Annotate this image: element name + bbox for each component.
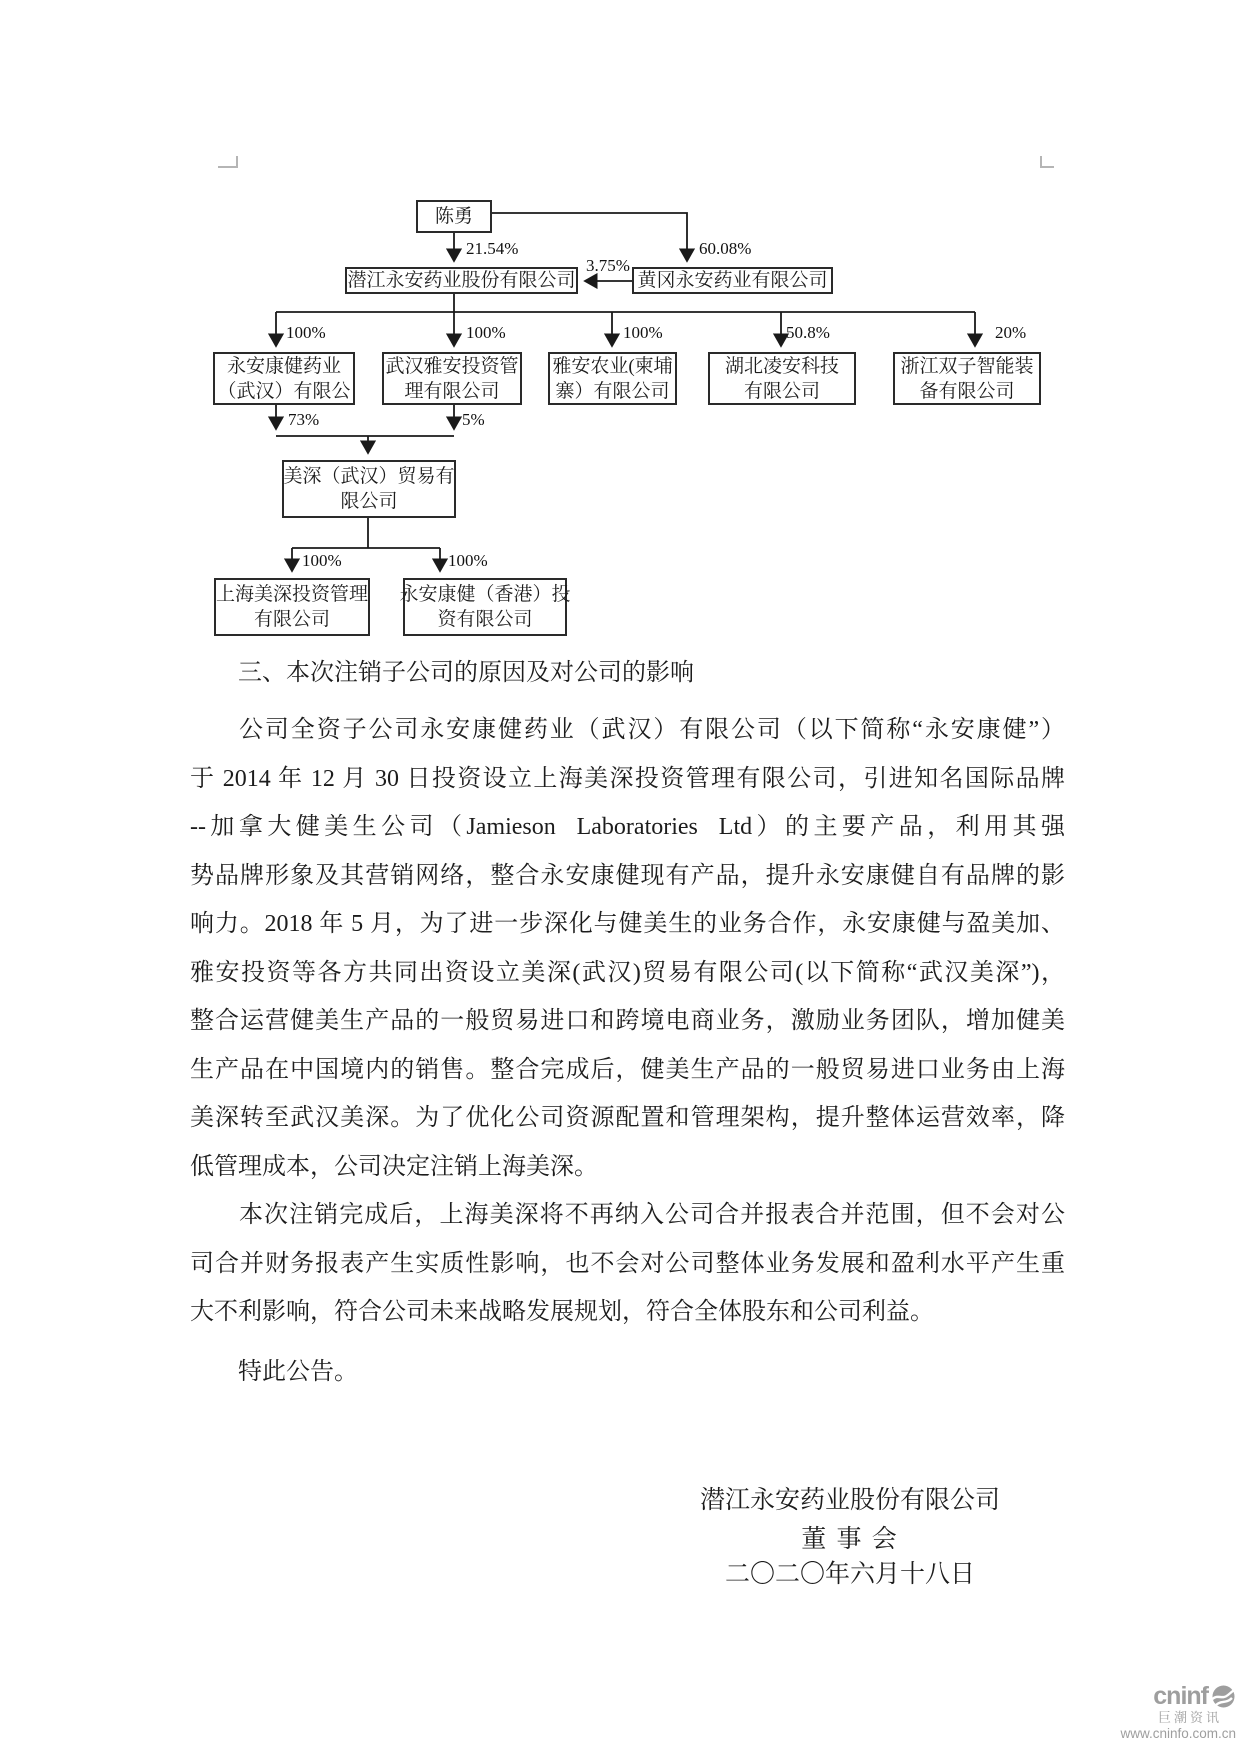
org-node-label: 浙江双子智能装 <box>900 355 1034 377</box>
org-node-label: 武汉雅安投资管 <box>385 355 519 377</box>
body-line: 司合并财务报表产生实质性影响，也不会对公司整体业务发展和盈利水平产生重 <box>190 1250 1065 1277</box>
body-line: 本次注销完成后，上海美深将不再纳入公司合并报表合并范围，但不会对公 <box>239 1202 1065 1228</box>
ownership-label-chen-qianjiang: 21.54% <box>466 239 519 258</box>
org-node-label: 备有限公司 <box>919 380 1015 402</box>
org-node-hubei-lingan-tech <box>708 352 856 405</box>
org-node-label: 黄冈永安药业有限公司 <box>637 270 828 291</box>
ownership-label-sub3: 100% <box>623 323 663 342</box>
org-node-shanghai-meishen <box>214 578 370 636</box>
org-node-label: （武汉）有限公 <box>217 380 351 402</box>
ownership-label-whya-meishen: 5% <box>462 410 485 429</box>
body-line: 公司全资子公司永安康健药业（武汉）有限公司（以下简称“永安康健”） <box>239 717 1065 743</box>
org-node-label: 限公司 <box>340 491 398 512</box>
org-node-label: 陈勇 <box>434 206 473 227</box>
cninfo-logo-icon <box>1211 1684 1236 1709</box>
org-node-label: 潜江永安药业股份有限公司 <box>347 270 576 291</box>
org-node-label: 有限公司 <box>253 609 330 630</box>
org-node-yongan-kangjian-hongkong <box>399 578 571 636</box>
org-node-qianjiang-yongan <box>345 267 578 294</box>
body-line: 雅安投资等各方共同出资设立美深(武汉)贸易有限公司(以下简称“武汉美深”)， <box>190 959 1065 986</box>
body-line: 生产品在中国境内的销售。整合完成后，健美生产品的一般贸易进口业务由上海 <box>190 1056 1065 1083</box>
body-text <box>190 706 1065 1337</box>
ownership-label-chen-huanggang: 60.08% <box>699 239 752 258</box>
org-node-label: 湖北凌安科技 <box>724 355 839 377</box>
body-line: 整合运营健美生产品的一般贸易进口和跨境电商业务，激励业务团队，增加健美 <box>190 1008 1065 1034</box>
org-node-label: 资有限公司 <box>437 609 533 630</box>
org-node-label: 理有限公司 <box>404 380 500 402</box>
org-node-label: 有限公司 <box>743 380 820 402</box>
ownership-label-yakj-meishen: 73% <box>288 410 320 429</box>
body-line: 于 2014 年 12 月 30 日投资设立上海美深投资管理有限公司，引进知名国际品牌 <box>190 765 1065 792</box>
closing-statement: 特此公告。 <box>238 1359 358 1385</box>
cninfo-logo-url: www.cninfo.com.cn <box>1120 1726 1236 1741</box>
ownership-label-sub1: 100% <box>286 323 326 342</box>
ownership-label-sub5: 20% <box>995 323 1027 342</box>
signature-board: 董 事 会 <box>801 1526 899 1553</box>
ownership-label-huanggang-qianjiang: 3.75% <box>586 256 630 275</box>
body-line: 美深转至武汉美深。为了优化公司资源配置和管理架构，提升整体运营效率，降 <box>190 1105 1065 1131</box>
signature-block <box>690 1486 1010 1590</box>
org-connector-lines <box>0 0 1240 660</box>
org-node-yaan-agriculture-cambodia <box>548 352 677 405</box>
org-node-wuhan-yaan-invest <box>382 352 522 405</box>
signature-date: 二〇二〇年六月十八日 <box>724 1561 975 1588</box>
body-line: --加拿大健美生公司（Jamieson Laboratories Ltd）的主要产品，利用其强 <box>190 814 1065 840</box>
ownership-label-sub2: 100% <box>466 323 506 342</box>
signature-company: 潜江永安药业股份有限公司 <box>699 1487 1000 1514</box>
ownership-label-ms-shms: 100% <box>302 551 342 570</box>
org-node-label: 雅安农业(柬埔 <box>552 355 673 377</box>
cninfo-logo-text: cninf <box>1153 1682 1208 1710</box>
equity-structure-diagram <box>0 0 1240 660</box>
ownership-label-sub4: 50.8% <box>786 323 830 342</box>
org-node-huanggang-yongan <box>632 267 833 294</box>
cninfo-logo <box>1090 1684 1236 1741</box>
org-node-label: 上海美深投资管理 <box>216 584 369 605</box>
org-node-label: 寨）有限公司 <box>555 380 670 402</box>
body-line: 势品牌形象及其营销网络，整合永安康健现有产品，提升永安康健自有品牌的影 <box>190 862 1065 889</box>
body-line: 响力。2018 年 5 月，为了进一步深化与健美生的业务合作，永安康健与盈美加、 <box>190 911 1065 937</box>
org-node-yongan-kangjian-wuhan <box>213 352 355 405</box>
cninfo-logo-chinese: 巨潮资讯 <box>1157 1710 1222 1725</box>
body-line: 大不利影响，符合公司未来战略发展规划，符合全体股东和公司利益。 <box>190 1299 934 1325</box>
body-line: 低管理成本，公司决定注销上海美深。 <box>190 1153 598 1180</box>
org-node-label: 美深（武汉）贸易有 <box>283 466 455 487</box>
ownership-label-ms-yakjhk: 100% <box>448 551 488 570</box>
section-heading: 三、本次注销子公司的原因及对公司的影响 <box>238 660 694 686</box>
org-node-label: 永安康健药业 <box>226 355 341 377</box>
org-node-zhejiang-shuangzi <box>893 352 1041 405</box>
org-node-label: 永安康健（香港）投 <box>399 584 571 605</box>
org-node-meishen-wuhan-trading <box>282 460 456 518</box>
org-node-chen-yong <box>416 200 492 233</box>
